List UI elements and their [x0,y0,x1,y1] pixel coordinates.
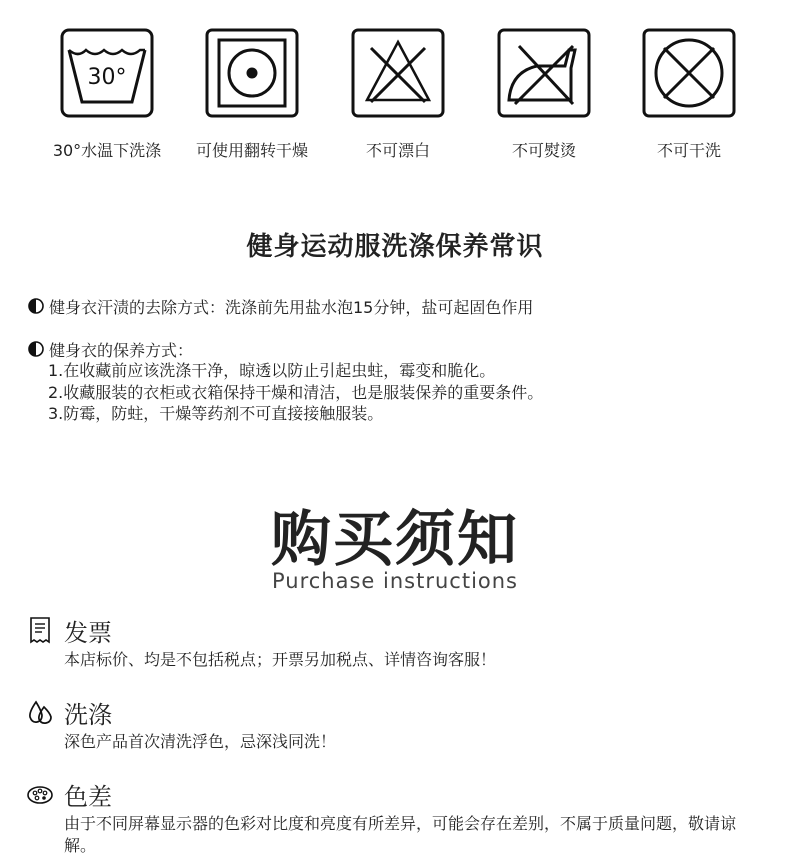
notice-invoice [26,615,766,671]
care-item-no-bleach [323,28,473,161]
care-label-no-bleach: 不可漂白 [365,141,430,160]
care-item-no-iron [469,28,619,161]
care-item-tumble-dry [177,28,327,161]
no-dry-clean-icon [642,28,736,118]
care-label-no-iron: 不可熨烫 [511,141,576,160]
notice-washing-text: 深色产品首次清洗浮色，忌深浅同洗！ [64,732,337,751]
notice-washing-title: 洗涤 [64,700,112,729]
wash-temp-text: 30° [87,65,127,90]
sweat-tip-text: 健身衣汗渍的去除方式：洗涤前先用盐水泡15分钟，盐可起固色作用 [49,297,534,317]
care-label-tumble-dry: 可使用翻转干燥 [195,141,308,160]
purchase-subtitle: Purchase instructions [271,569,518,593]
care-symbols-row [0,0,790,175]
notice-invoice-title: 发票 [64,618,112,647]
purchase-title: 购买须知 [271,505,519,575]
receipt-icon [26,616,54,644]
notice-color-difference [26,779,766,857]
care-item-wash-30 [32,28,182,161]
notice-color-difference-text: 由于不同屏幕显示器的色彩对比度和亮度有所差异，可能会存在差别，不属于质量问题，敬请谅解。 [64,814,737,855]
half-circle-bullet-icon [28,298,44,314]
half-circle-bullet-icon [28,341,44,357]
wash-30-icon [60,28,154,118]
palette-icon [26,780,54,808]
care-guide-title: 健身运动服洗涤保养常识 [246,232,544,262]
no-bleach-icon [351,28,445,118]
care-item-no-dry-clean [614,28,764,161]
water-drop-icon [26,698,54,726]
maintenance-item: 2.收藏服装的衣柜或衣箱保持干燥和清洁，也是服装保养的重要条件。 [48,382,544,402]
maintenance-title: 健身衣的保养方式： [49,340,194,360]
notice-washing [26,697,766,753]
notice-color-difference-title: 色差 [64,782,112,811]
sweat-tip [28,295,533,317]
care-label-wash-30: 30°水温下洗涤 [52,141,162,160]
notice-invoice-text: 本店标价、均是不包括税点；开票另加税点、详情咨询客服！ [64,650,497,669]
no-iron-icon [497,28,591,118]
care-label-no-dry-clean: 不可干洗 [656,141,721,160]
maintenance-tips [28,338,543,425]
maintenance-item: 3.防霉，防蛀，干燥等药剂不可直接接触服装。 [48,404,384,423]
maintenance-item: 1.在收藏前应该洗涤干净，晾透以防止引起虫蛀，霉变和脆化。 [48,361,496,380]
tumble-dry-icon [205,28,299,118]
